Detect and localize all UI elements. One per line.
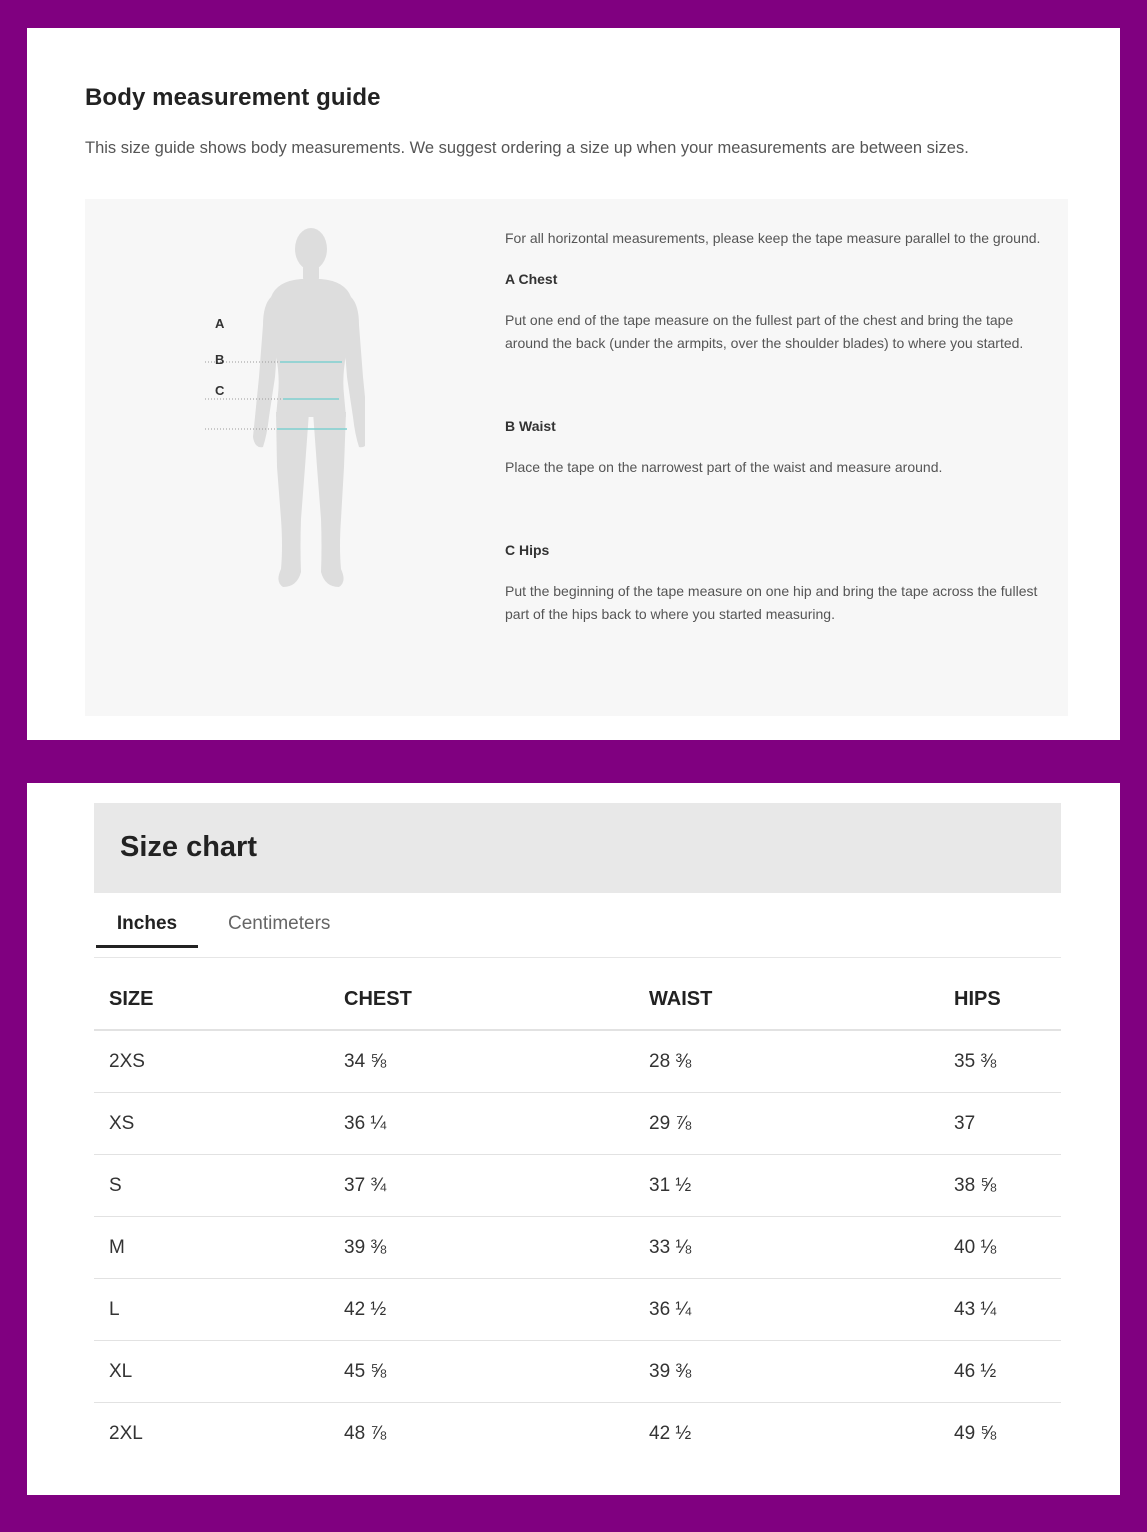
column-header-waist: WAIST (634, 969, 939, 1030)
size-chart-header (94, 803, 1061, 893)
size-cell: L (94, 1279, 329, 1341)
chest-cell: 34 ⅝ (329, 1030, 634, 1093)
table-row (94, 1093, 1061, 1155)
column-header-chest: CHEST (329, 969, 634, 1030)
chest-cell: 39 ⅜ (329, 1217, 634, 1279)
hips-cell: 35 ⅜ (939, 1030, 1061, 1093)
table-row (94, 1030, 1061, 1093)
unit-tabs (94, 901, 1061, 958)
size-cell: M (94, 1217, 329, 1279)
table-header-row (94, 969, 1061, 1030)
waist-cell: 33 ⅛ (634, 1217, 939, 1279)
chest-heading: A Chest (505, 271, 558, 287)
column-header-size: SIZE (94, 969, 329, 1030)
chest-cell: 42 ½ (329, 1279, 634, 1341)
chest-cell: 48 ⅞ (344, 1422, 387, 1444)
size-cell: 2XS (94, 1030, 329, 1093)
tab-inches[interactable]: Inches (96, 912, 198, 948)
size-table (94, 969, 1061, 1464)
column-header-hips: HIPS (939, 969, 1061, 1030)
table-row (94, 1217, 1061, 1279)
measurement-panel (85, 199, 1068, 716)
figure-label-a: A (215, 316, 225, 331)
waist-cell: 29 ⅞ (634, 1093, 939, 1155)
figure-label-b: B (215, 352, 225, 367)
horizontal-note: For all horizontal measurements, please keep the tape measure parallel to the ground. (505, 230, 1041, 246)
chest-cell: 37 ¾ (329, 1155, 634, 1217)
guide-title: Body measurement guide (85, 84, 381, 111)
measurement-guide-card (27, 28, 1120, 740)
measurement-instructions (505, 227, 1045, 626)
waist-heading: B Waist (505, 418, 556, 434)
table-row (94, 1155, 1061, 1217)
hips-cell: 37 (939, 1093, 1061, 1155)
waist-cell: 28 ⅜ (634, 1030, 939, 1093)
hips-cell: 40 ⅛ (939, 1217, 1061, 1279)
size-cell: 2XL (109, 1422, 143, 1444)
figure-label-c: C (215, 383, 225, 398)
table-row (94, 1403, 1061, 1465)
size-chart-title: Size chart (120, 831, 257, 863)
hips-cell: 49 ⅝ (954, 1422, 997, 1444)
hips-text: Put the beginning of the tape measure on one hip and bring the tape across the fullest part of the hips back to where you started measuring. (505, 583, 1038, 622)
waist-cell: 36 ¼ (634, 1279, 939, 1341)
tab-centimeters[interactable]: Centimeters (228, 913, 331, 934)
size-cell: XS (94, 1093, 329, 1155)
table-row (94, 1279, 1061, 1341)
waist-text: Place the tape on the narrowest part of the waist and measure around. (505, 459, 943, 475)
size-cell: S (94, 1155, 329, 1217)
waist-cell: 31 ½ (634, 1155, 939, 1217)
waist-cell: 39 ⅜ (634, 1341, 939, 1403)
hips-cell: 46 ½ (939, 1341, 1061, 1403)
body-silhouette-icon (205, 227, 365, 592)
hips-cell: 43 ¼ (939, 1279, 1061, 1341)
chest-cell: 36 ¼ (329, 1093, 634, 1155)
guide-intro: This size guide shows body measurements. We suggest ordering a size up when your measurements are between sizes. (85, 139, 969, 157)
size-chart-card (27, 783, 1120, 1495)
chest-cell: 45 ⅝ (329, 1341, 634, 1403)
size-cell: XL (94, 1341, 329, 1403)
waist-cell: 42 ½ (649, 1422, 692, 1444)
chest-text: Put one end of the tape measure on the fullest part of the chest and bring the tape around the back (under the armpits, over the shoulder blades) to where you started. (505, 312, 1024, 351)
hips-heading: C Hips (505, 542, 550, 558)
table-row (94, 1341, 1061, 1403)
hips-cell: 38 ⅝ (939, 1155, 1061, 1217)
